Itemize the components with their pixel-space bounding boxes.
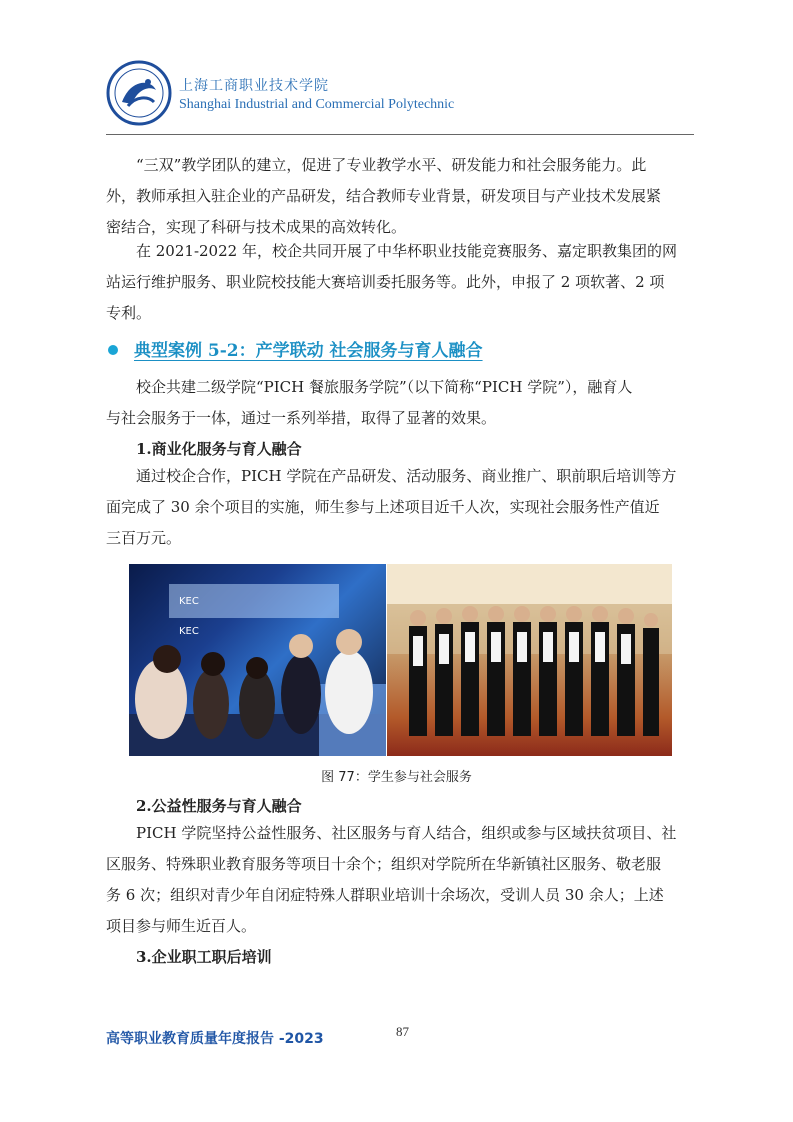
case-title: 典型案例 5-2：产学联动 社会服务与育人融合	[134, 341, 483, 361]
photo-right-illustration	[387, 564, 672, 756]
school-name-cn: 上海工商职业技术学院	[179, 78, 329, 94]
photo-event-service	[129, 564, 386, 756]
subheading-1: 1.商业化服务与育人融合	[136, 440, 302, 458]
page-number: 87	[396, 1024, 409, 1039]
subheading-2: 2.公益性服务与育人融合	[136, 797, 302, 815]
footer-report-title: 高等职业教育质量年度报告 -2023	[106, 1031, 324, 1047]
paragraph-4: 通过校企合作，PICH 学院在产品研发、活动服务、商业推广、职前职后培训等方 面完成了 30 余个项目的实施，师生参与上述项目近千人次，实现社会服务性产值近 三百万元。	[106, 467, 677, 547]
photo-sign-1: KEC	[179, 596, 199, 607]
paragraph-3: 校企共建二级学院“PICH 餐旅服务学院”（以下简称“PICH 学院”），融育人 与社会服务于一体，通过一系列举措，取得了显著的效果。	[106, 378, 633, 427]
photo-students-group	[387, 564, 672, 756]
bullet-dot-icon	[108, 345, 118, 355]
header-divider	[106, 134, 694, 135]
subheading-3: 3.企业职工职后培训	[136, 948, 272, 966]
figure-caption: 图 77：学生参与社会服务	[321, 770, 472, 785]
school-name-en: Shanghai Industrial and Commercial Polytechnic	[179, 97, 455, 112]
photo-left-illustration	[129, 564, 386, 756]
school-logo	[106, 60, 172, 126]
paragraph-1: “三双”教学团队的建立，促进了专业教学水平、研发能力和社会服务能力。此 外，教师承担入驻企业的产品研发，结合教师专业背景，研发项目与产业技术发展紧 密结合，实现了科研与技术成果的高效转化。	[106, 156, 662, 236]
case-heading	[106, 336, 694, 364]
photo-sign-2: KEC	[179, 626, 199, 637]
paragraph-5: PICH 学院坚持公益性服务、社区服务与育人结合，组织或参与区域扶贫项目、社 区服务、特殊职业教育服务等项目十余个；组织对学院所在华新镇社区服务、敬老服 务 6 次；组织对青少年自闭症特殊人群职业培训十余场次，受训人员 30 余人；上述 项目参与师生近百人。	[106, 824, 677, 935]
paragraph-2: 在 2021-2022 年，校企共同开展了中华杯职业技能竞赛服务、嘉定职教集团的网 站运行维护服务、职业院校技能大赛培训委托服务等。此外，申报了 2 项软著、2 项 专利。	[106, 242, 677, 322]
